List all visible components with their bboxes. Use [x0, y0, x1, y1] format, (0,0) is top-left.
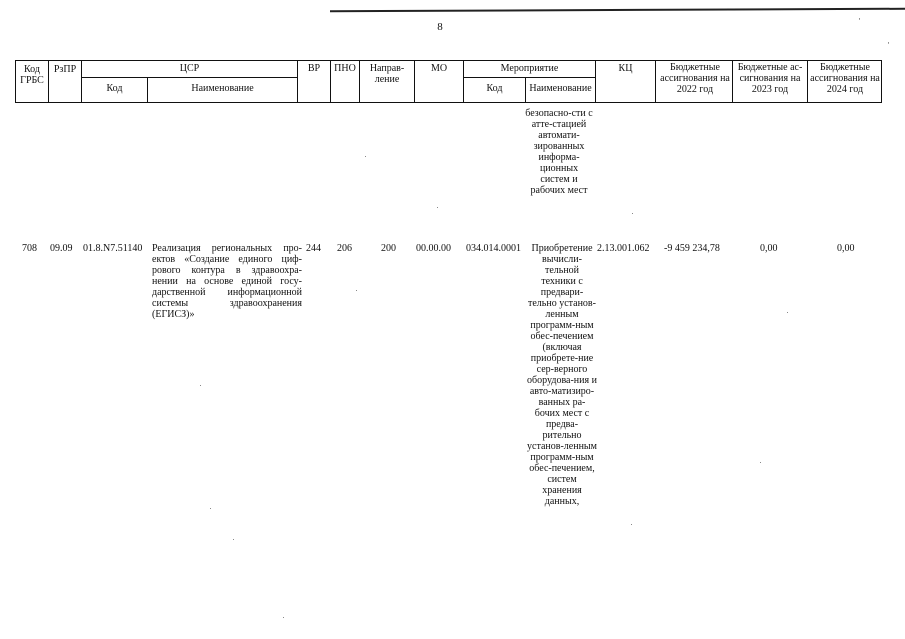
header-csr-name: Наименование [191, 83, 254, 94]
scan-speck [365, 156, 366, 157]
top-rule [330, 8, 905, 13]
header-napravlenie: Направ-ление [369, 63, 405, 85]
header-csr: ЦСР [179, 63, 200, 74]
cell-budget-2022: -9 459 234,78 [664, 243, 720, 254]
header-kc: КЦ [618, 63, 633, 74]
cell-csr-name: Реализация региональных про-ектов «Создание единого циф-рового контура в здравоохра-нении на основе единой госу-дарственной информационной системы здравоохранения (ЕГИСЗ)» [152, 243, 302, 320]
scan-mark: · [887, 38, 890, 48]
cell-napravlenie: 200 [381, 243, 396, 254]
scan-speck [210, 508, 211, 509]
continued-event-name: безопасно-сти с атте-стацией автомати-зированных информа-ционных систем и рабочих мест [525, 108, 593, 196]
cell-pno: 206 [337, 243, 352, 254]
cell-csr-kod: 01.8.N7.51140 [83, 243, 143, 254]
cell-mo: 00.00.00 [416, 243, 451, 254]
header-mo: МО [430, 63, 448, 74]
cell-rzpr: 09.09 [50, 243, 73, 254]
scan-speck [631, 524, 632, 525]
header-budget-2023: Бюджетные ас-сигнования на 2023 год [737, 62, 803, 95]
scan-speck [787, 312, 788, 313]
header-pno: ПНО [334, 63, 356, 74]
cell-mer-name: Приобретение вычисли-тельной техники с предвари-тельно установ-ленным программ-ным обес-печением (включая приобрете-ние сер-верного оборудова-ния и авто-матизиро-ванных ра-бочих мест с предва-рительно установ-ленным программ-ным обес-печением, систем хранения данных, [527, 243, 597, 507]
header-meropriyatie: Мероприятие [500, 63, 559, 74]
scan-mark: · [858, 14, 861, 24]
cell-kod-grbs: 708 [22, 243, 37, 254]
scan-speck [283, 617, 284, 618]
scan-speck [356, 290, 357, 291]
cell-budget-2024: 0,00 [837, 243, 855, 254]
cell-vr: 244 [306, 243, 321, 254]
header-vr: ВР [307, 63, 321, 74]
scan-speck [233, 539, 234, 540]
page-number: 8 [437, 21, 443, 33]
header-kod-grbs: Код ГРБС [20, 64, 44, 86]
cell-mer-kod: 034.014.0001 [466, 243, 521, 254]
header-budget-2022: Бюджетные ассигнования на 2022 год [660, 62, 730, 95]
table-row [0, 243, 905, 639]
cell-budget-2023: 0,00 [760, 243, 778, 254]
header-rzpr: РзПР [53, 64, 77, 75]
header-budget-2024: Бюджетные ассигнования на 2024 год [810, 62, 880, 95]
scan-speck [760, 462, 761, 463]
cell-kc: 2.13.001.062 [597, 243, 650, 254]
scan-speck [437, 207, 438, 208]
header-mer-name: Наименование [529, 83, 592, 94]
table-header [15, 60, 882, 103]
header-csr-kod: Код [106, 83, 123, 94]
scan-speck [200, 385, 201, 386]
scan-speck [632, 213, 633, 214]
header-mer-kod: Код [486, 83, 503, 94]
